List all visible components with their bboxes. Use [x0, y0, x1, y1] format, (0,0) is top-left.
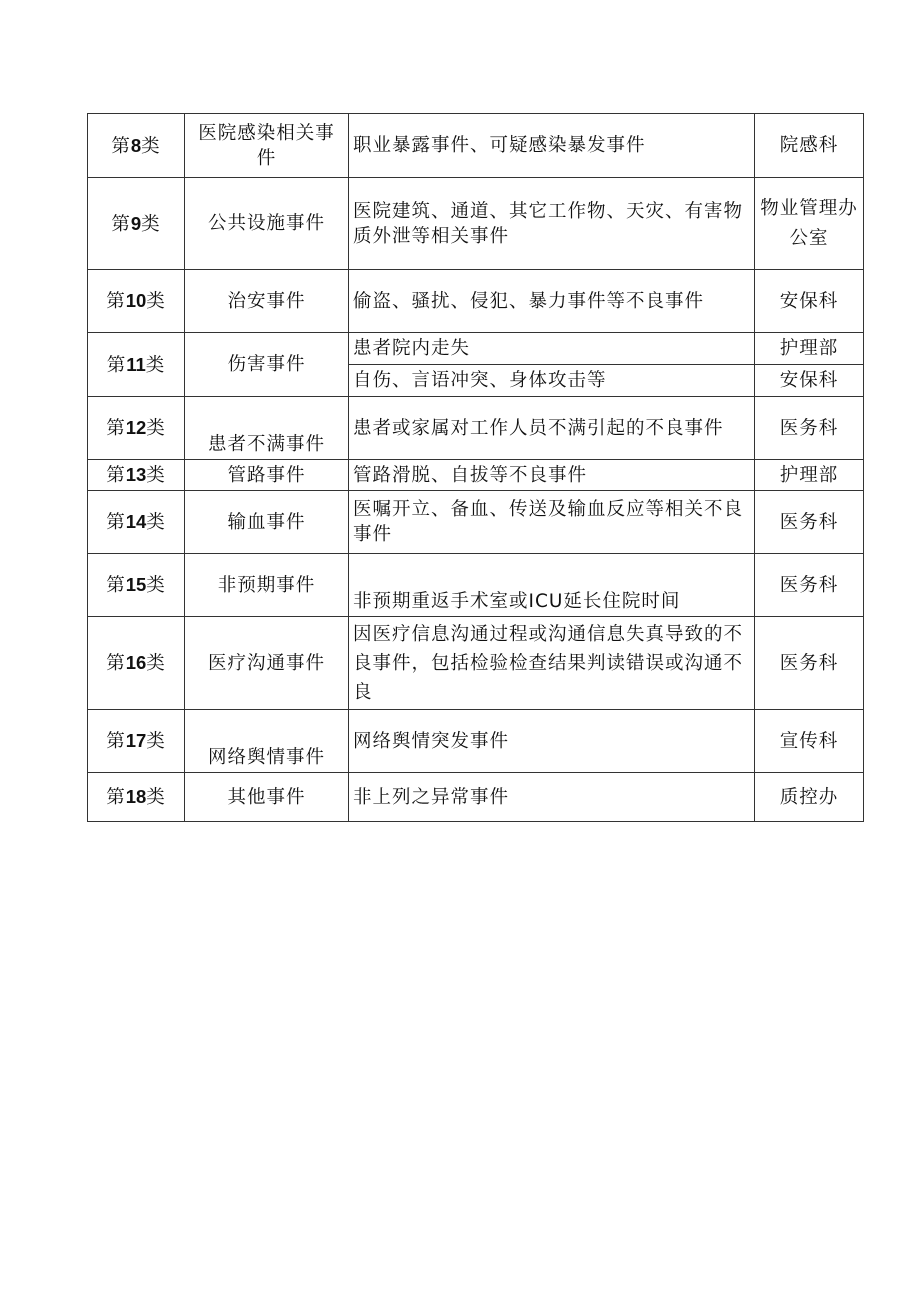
responsible-department-cell: 质控办	[755, 773, 864, 822]
category-number: 8	[130, 134, 142, 156]
category-prefix: 第	[106, 512, 126, 533]
table-row	[88, 397, 864, 460]
event-name-cell: 医院感染相关事件	[185, 114, 349, 178]
event-description-cell: 非上列之异常事件	[349, 773, 755, 822]
category-number: 18	[125, 786, 147, 807]
table-row	[88, 710, 864, 773]
event-name-cell: 非预期事件	[185, 554, 349, 617]
adverse-event-category-table	[87, 113, 864, 822]
category-suffix: 类	[146, 731, 166, 752]
table-row	[88, 114, 864, 178]
event-name-cell: 管路事件	[185, 460, 349, 491]
event-description-cell: 患者院内走失	[349, 333, 755, 365]
category-prefix: 第	[106, 354, 127, 376]
responsible-department-cell: 院感科	[755, 114, 864, 178]
category-number: 17	[125, 730, 147, 751]
category-suffix: 类	[146, 465, 166, 486]
responsible-department-cell: 护理部	[755, 460, 864, 491]
event-name-cell: 伤害事件	[185, 333, 349, 397]
category-suffix: 类	[146, 653, 166, 674]
category-number: 12	[125, 417, 147, 438]
category-suffix: 类	[146, 787, 166, 808]
category-number: 16	[125, 652, 147, 673]
event-description-cell: 职业暴露事件、可疑感染暴发事件	[349, 114, 755, 178]
category-prefix: 第	[106, 653, 126, 674]
category-cell	[88, 773, 185, 822]
category-suffix: 类	[146, 291, 166, 312]
category-suffix: 类	[146, 512, 166, 533]
category-cell	[88, 333, 185, 397]
category-prefix: 第	[106, 291, 126, 312]
event-name-cell: 网络舆情事件	[185, 710, 349, 773]
category-suffix: 类	[145, 354, 166, 376]
category-cell	[88, 178, 185, 270]
table-row	[88, 333, 864, 365]
category-cell	[88, 460, 185, 491]
category-suffix: 类	[146, 418, 166, 439]
responsible-department-cell: 安保科	[755, 365, 864, 397]
responsible-department-cell: 护理部	[755, 333, 864, 365]
table-row	[88, 773, 864, 822]
category-cell	[88, 617, 185, 710]
table-row	[88, 178, 864, 270]
category-prefix: 第	[106, 787, 126, 808]
event-description-cell: 网络舆情突发事件	[349, 710, 755, 773]
category-cell	[88, 114, 185, 178]
category-cell	[88, 554, 185, 617]
responsible-department-cell: 医务科	[755, 617, 864, 710]
table-row	[88, 270, 864, 333]
event-description-cell: 非预期重返手术室或ICU延长住院时间	[349, 554, 755, 617]
table-row	[88, 554, 864, 617]
category-suffix: 类	[141, 135, 161, 157]
event-name-cell: 医疗沟通事件	[185, 617, 349, 710]
responsible-department-cell: 医务科	[755, 397, 864, 460]
event-description-cell: 患者或家属对工作人员不满引起的不良事件	[349, 397, 755, 460]
table-row	[88, 460, 864, 491]
category-number: 9	[130, 212, 142, 234]
event-description-cell: 医院建筑、通道、其它工作物、天灾、有害物质外泄等相关事件	[349, 178, 755, 270]
category-number: 15	[125, 574, 147, 595]
event-description-cell: 管路滑脱、自拔等不良事件	[349, 460, 755, 491]
event-description-cell: 因医疗信息沟通过程或沟通信息失真导致的不良事件，包括检验检查结果判读错误或沟通不良	[349, 617, 755, 710]
event-description-cell: 自伤、言语冲突、身体攻击等	[349, 365, 755, 397]
table-row	[88, 617, 864, 710]
category-prefix: 第	[106, 575, 126, 596]
responsible-department-cell: 宣传科	[755, 710, 864, 773]
category-prefix: 第	[106, 465, 126, 486]
category-number: 10	[125, 290, 147, 311]
category-prefix: 第	[106, 418, 126, 439]
category-prefix: 第	[111, 135, 131, 157]
responsible-department-cell: 安保科	[755, 270, 864, 333]
category-cell	[88, 270, 185, 333]
category-number: 11	[126, 353, 146, 375]
category-cell	[88, 710, 185, 773]
event-description-cell: 偷盗、骚扰、侵犯、暴力事件等不良事件	[349, 270, 755, 333]
category-suffix: 类	[146, 575, 166, 596]
category-number: 13	[125, 464, 147, 485]
category-cell	[88, 491, 185, 554]
event-name-cell: 患者不满事件	[185, 397, 349, 460]
responsible-department-cell: 医务科	[755, 491, 864, 554]
event-name-cell: 公共设施事件	[185, 178, 349, 270]
event-name-cell: 输血事件	[185, 491, 349, 554]
category-prefix: 第	[111, 213, 131, 235]
category-number: 14	[125, 511, 147, 532]
event-name-cell: 其他事件	[185, 773, 349, 822]
table-row	[88, 491, 864, 554]
responsible-department-cell: 物业管理办公室	[755, 178, 864, 270]
category-suffix: 类	[141, 213, 161, 235]
event-name-cell: 治安事件	[185, 270, 349, 333]
category-cell	[88, 397, 185, 460]
responsible-department-cell: 医务科	[755, 554, 864, 617]
event-description-cell: 医嘱开立、备血、传送及输血反应等相关不良事件	[349, 491, 755, 554]
category-prefix: 第	[106, 731, 126, 752]
